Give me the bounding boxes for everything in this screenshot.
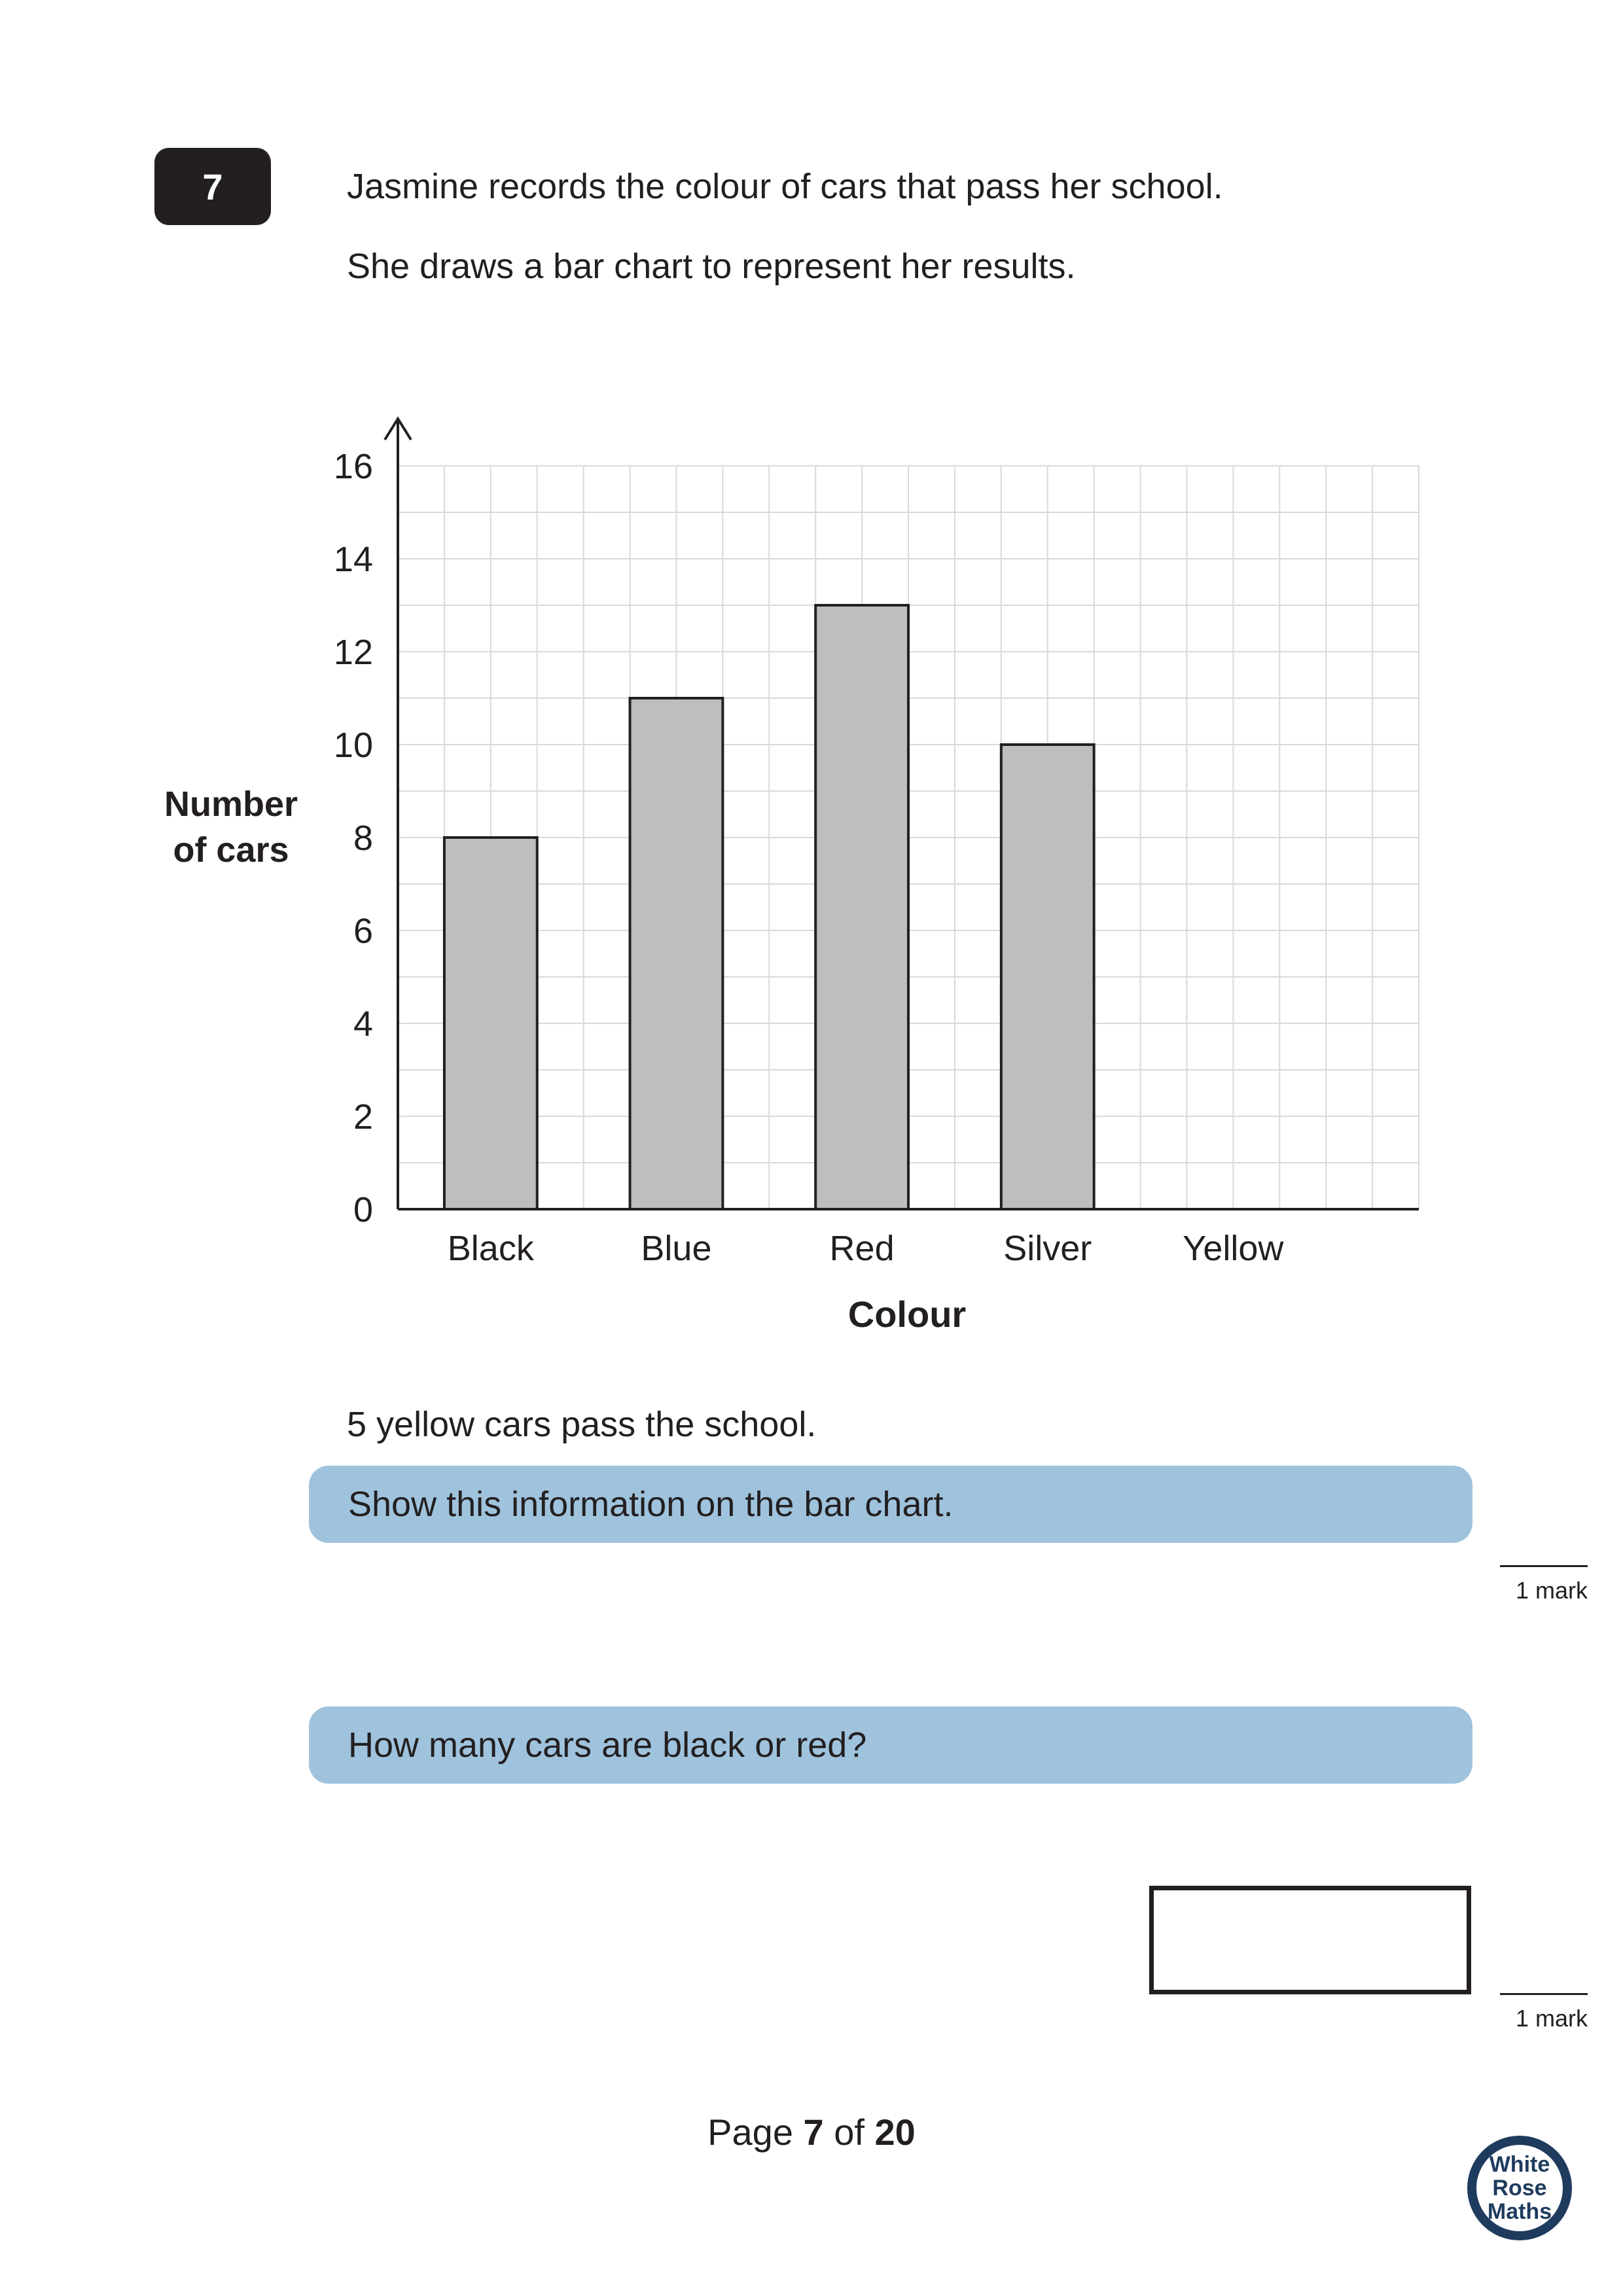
white-rose-maths-logo — [1467, 2136, 1572, 2240]
part-a-mark: 1 mark — [1515, 1577, 1588, 1604]
x-tick-label-red: Red — [829, 1229, 895, 1268]
y-tick-label: 10 — [333, 726, 373, 765]
y-tick-label: 12 — [333, 633, 373, 672]
y-tick-label: 6 — [353, 911, 373, 951]
page-word: Page — [707, 2111, 793, 2153]
part-a-banner — [309, 1466, 1472, 1543]
y-tick-label: 16 — [333, 447, 373, 486]
intro-line-2: She draws a bar chart to represent her results. — [347, 247, 1076, 286]
part-b-mark: 1 mark — [1515, 2005, 1588, 2032]
part-a-instruction: Show this information on the bar chart. — [348, 1485, 954, 1524]
x-tick-label-silver: Silver — [1003, 1229, 1092, 1268]
y-axis-label-line-2: of cars — [173, 830, 289, 870]
of-word: of — [834, 2111, 865, 2153]
intro-line-1: Jasmine records the colour of cars that pass her school. — [347, 167, 1223, 206]
logo-line-2: Rose — [1492, 2176, 1547, 2200]
y-tick-label: 0 — [353, 1190, 373, 1229]
y-tick-label: 8 — [353, 819, 373, 858]
y-tick-label: 2 — [353, 1097, 373, 1137]
logo-inner — [1476, 2145, 1563, 2231]
bar-silver — [1001, 745, 1094, 1209]
x-tick-label-yellow: Yellow — [1183, 1229, 1284, 1268]
page-current: 7 — [803, 2111, 824, 2153]
page-total: 20 — [874, 2111, 916, 2153]
bar-red — [815, 605, 908, 1209]
y-axis-label-line-1: Number — [164, 785, 298, 824]
logo-line-3: Maths — [1487, 2199, 1552, 2224]
part-a-mark-line — [1500, 1565, 1588, 1567]
bar-black — [444, 838, 537, 1209]
x-tick-label-black: Black — [447, 1229, 534, 1268]
bar-blue — [630, 698, 723, 1209]
y-tick-label: 4 — [353, 1004, 373, 1044]
part-b-instruction: How many cars are black or red? — [348, 1725, 867, 1765]
yellow-statement: 5 yellow cars pass the school. — [347, 1405, 817, 1444]
question-number: 7 — [202, 166, 223, 207]
x-axis-label: Colour — [847, 1294, 967, 1335]
y-tick-label: 14 — [333, 540, 373, 579]
x-tick-label-blue: Blue — [641, 1229, 712, 1268]
part-b-mark-line — [1500, 1993, 1588, 1995]
answer-box[interactable] — [1149, 1886, 1471, 1994]
part-b-banner — [309, 1706, 1472, 1784]
logo-line-1: White — [1489, 2152, 1550, 2177]
page-footer — [0, 2111, 1623, 2153]
